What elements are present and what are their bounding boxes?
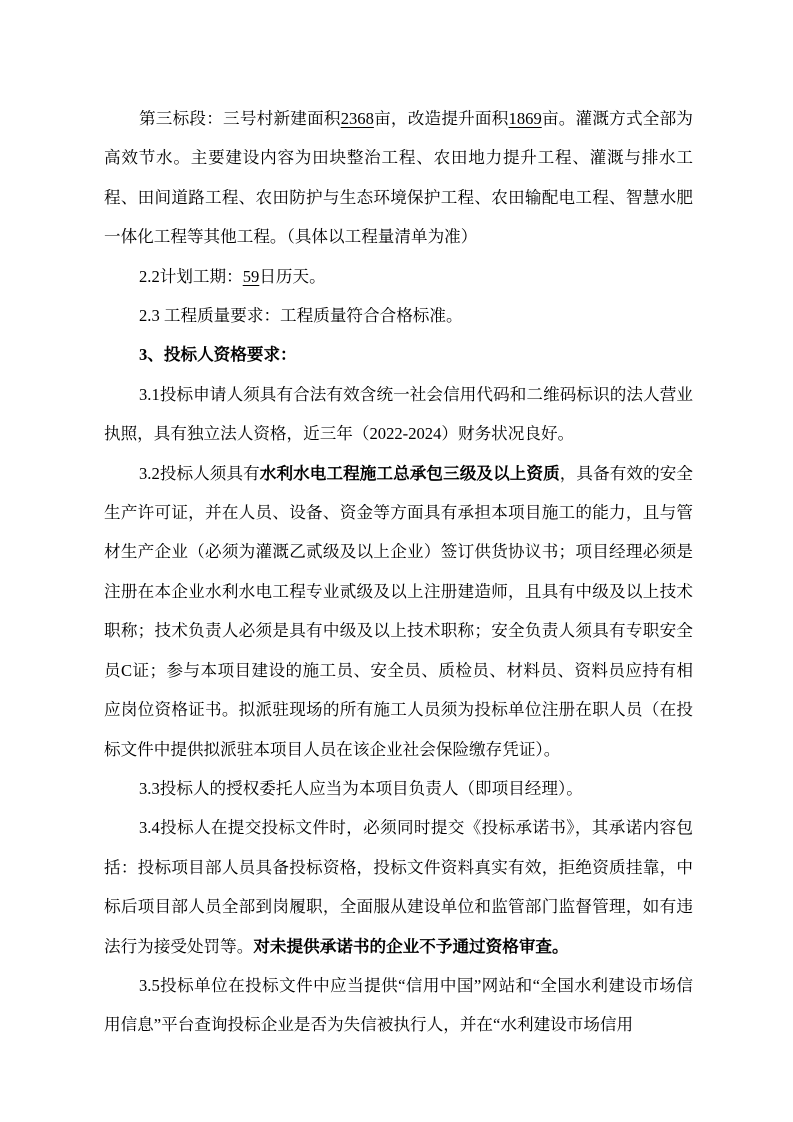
para-2-3-quality (104, 296, 693, 335)
run-underlined-area-upgrade: 1869 (508, 109, 542, 128)
para-3-4-commitment-letter (104, 808, 693, 966)
run-bold-no-commitment-rejection: 对未提供承诺书的企业不予通过资格审查。 (253, 936, 569, 956)
run-text: 亩，改造提升面积 (373, 109, 509, 128)
heading-3-bidder-qualification (104, 335, 693, 374)
run-text: 3.1投标申请人须具有合法有效含统一社会信用代码和二维码标识的法人营业执照，具有独立法人资格，近三年（2022-2024）财务状况良好。 (104, 384, 693, 444)
para-lot3-scope (104, 99, 693, 257)
run-text: 亩。灌溉方式全部为高效节水。主要建设内容为田块整治工程、农田地力提升工程、灌溉与排水工程、田间道路工程、农田防护与生态环境保护工程、农田输配电工程、智慧水肥一体化工程等其他工程。（具体以工程量清单为准） (104, 109, 693, 247)
para-3-1-license (104, 375, 693, 454)
run-text: 3.3投标人的授权委托人应当为本项目负责人（即项目经理）。 (139, 778, 583, 798)
heading-text: 3、投标人资格要求： (139, 345, 297, 365)
run-text: ，具备有效的安全生产许可证，并在人员、设备、资金等方面具有承担本项目施工的能力，且与管材生产企业（必须为灌溉乙贰级及以上企业）签订供货协议书；项目经理必须是注册在本企业水利水电工程专业贰级及以上注册建造师，且具有中级及以上技术职称；技术负责人必须是具有中级及以上技术职称；安全负责人须具有专职安全员C证；参与本项目建设的施工员、安全员、质检员、材料员、资料员应持有相应岗位资格证书。拟派驻现场的所有施工人员须为投标单位注册在职人员（在投标文件中提供拟派驻本项目人员在该企业社会保险缴存凭证）。 (104, 463, 693, 759)
run-text: 第三标段：三号村新建面积 (139, 109, 341, 128)
para-3-5-credit-check (104, 966, 693, 1045)
run-underlined-duration-days: 59 (242, 266, 260, 286)
run-bold-qualification-grade: 水利水电工程施工总承包三级及以上资质 (259, 463, 560, 483)
run-text: 3.4投标人在提交投标文件时，必须同时提交《投标承诺书》，其承诺内容包括：投标项目部人员具备投标资格，投标文件资料真实有效，拒绝资质挂靠，中标后项目部人员全部到岗履职，全面服从建设单位和监管部门监督管理，如有违法行为接受处罚等。 (104, 818, 693, 956)
run-text: 2.3 工程质量要求：工程质量符合合格标准。 (139, 306, 463, 326)
run-underlined-area-new: 2368 (340, 109, 374, 128)
para-2-2-duration (104, 257, 693, 296)
run-text: 日历天。 (259, 266, 326, 286)
para-3-2-qualification-detail (104, 454, 693, 769)
para-3-3-authorized-agent (104, 769, 693, 808)
run-text: 3.2投标人须具有 (139, 463, 260, 483)
run-text: 2.2计划工期： (139, 266, 243, 286)
run-text: 3.5投标单位在投标文件中应当提供“信用中国”网站和“全国水利建设市场信用信息”平台查询投标企业是否为失信被执行人，并在“水利建设市场信用 (104, 975, 693, 1035)
